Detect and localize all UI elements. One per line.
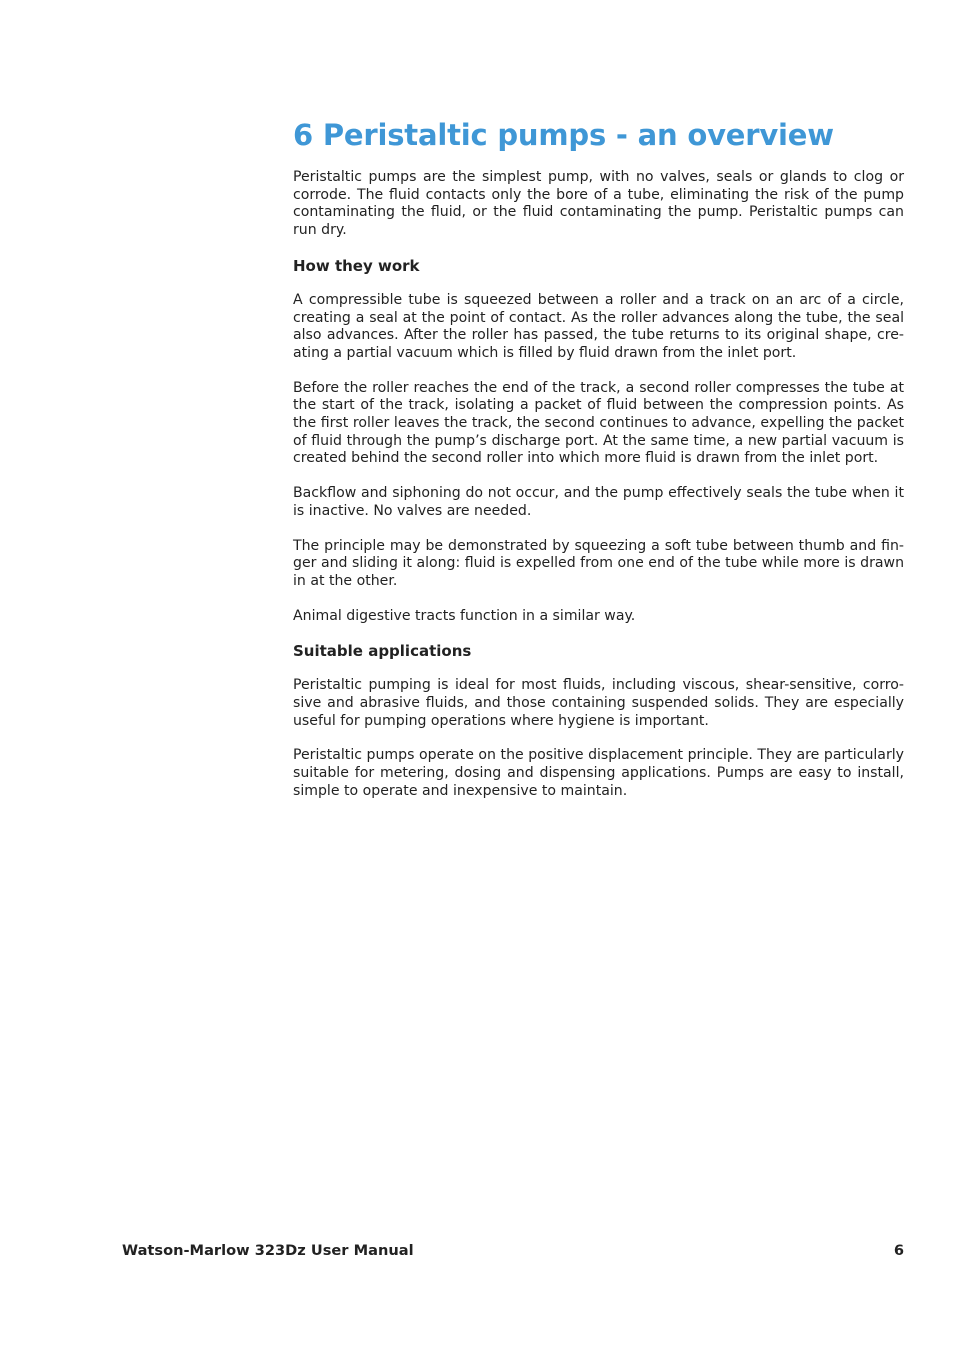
- footer-page-number: 6: [893, 1242, 904, 1259]
- suitable-applications-paragraph: Peristaltic pumping is ideal for most fluids, including viscous, shear-sensitive, corrosive and abrasive fluids, and those containing suspended solids. They are especially useful for pumping operations where hygiene is important.: [293, 677, 904, 729]
- page-footer: [122, 1241, 904, 1261]
- intro-paragraph: Peristaltic pumps are the simplest pump, with no valves, seals or glands to clog or corrode. The fluid contacts only the bore of a tube, eliminating the risk of the pump contaminating the fluid, or the fluid contaminating the pump. Peristaltic pumps can run dry.: [293, 169, 904, 239]
- how-they-work-paragraph: Backflow and siphoning do not occur, and the pump effectively seals the tube when it is inactive. No valves are needed.: [293, 485, 904, 519]
- footer-manual-title: Watson-Marlow 323Dz User Manual: [122, 1242, 414, 1259]
- section-heading-suitable-applications: Suitable applications: [293, 642, 472, 661]
- section-heading-how-they-work: How they work: [293, 256, 420, 275]
- page-content: [293, 113, 904, 818]
- how-they-work-paragraph: A compressible tube is squeezed between a roller and a track on an arc of a circle, creating a seal at the point of contact. As the roller advances along the tube, the seal also advances. After the roller has passed, the tube returns to its original shape, creating a partial vacuum which is filled by fluid drawn from the inlet port.: [293, 291, 904, 361]
- suitable-applications-paragraph: Peristaltic pumps operate on the positive displacement principle. They are particularly suitable for metering, dosing and dispensing applications. Pumps are easy to install, simple to operate and inexpensive to maintain.: [293, 747, 904, 799]
- how-they-work-paragraph: The principle may be demonstrated by squeezing a soft tube between thumb and finger and sliding it along: fluid is expelled from one end of the tube while more is drawn in at the other.: [293, 537, 904, 589]
- how-they-work-paragraph: Animal digestive tracts function in a similar way.: [293, 607, 636, 624]
- how-they-work-paragraph: Before the roller reaches the end of the track, a second roller compresses the tube at the start of the track, isolating a packet of fluid between the compression points. As the first roller leaves the track, the second continues to advance, expelling the packet of fluid through the pump’s discharge port. At the same time, a new partial vacuum is created behind the second roller into which more fluid is drawn from the inlet port.: [293, 379, 904, 467]
- page-title: 6 Peristaltic pumps - an overview: [293, 118, 834, 152]
